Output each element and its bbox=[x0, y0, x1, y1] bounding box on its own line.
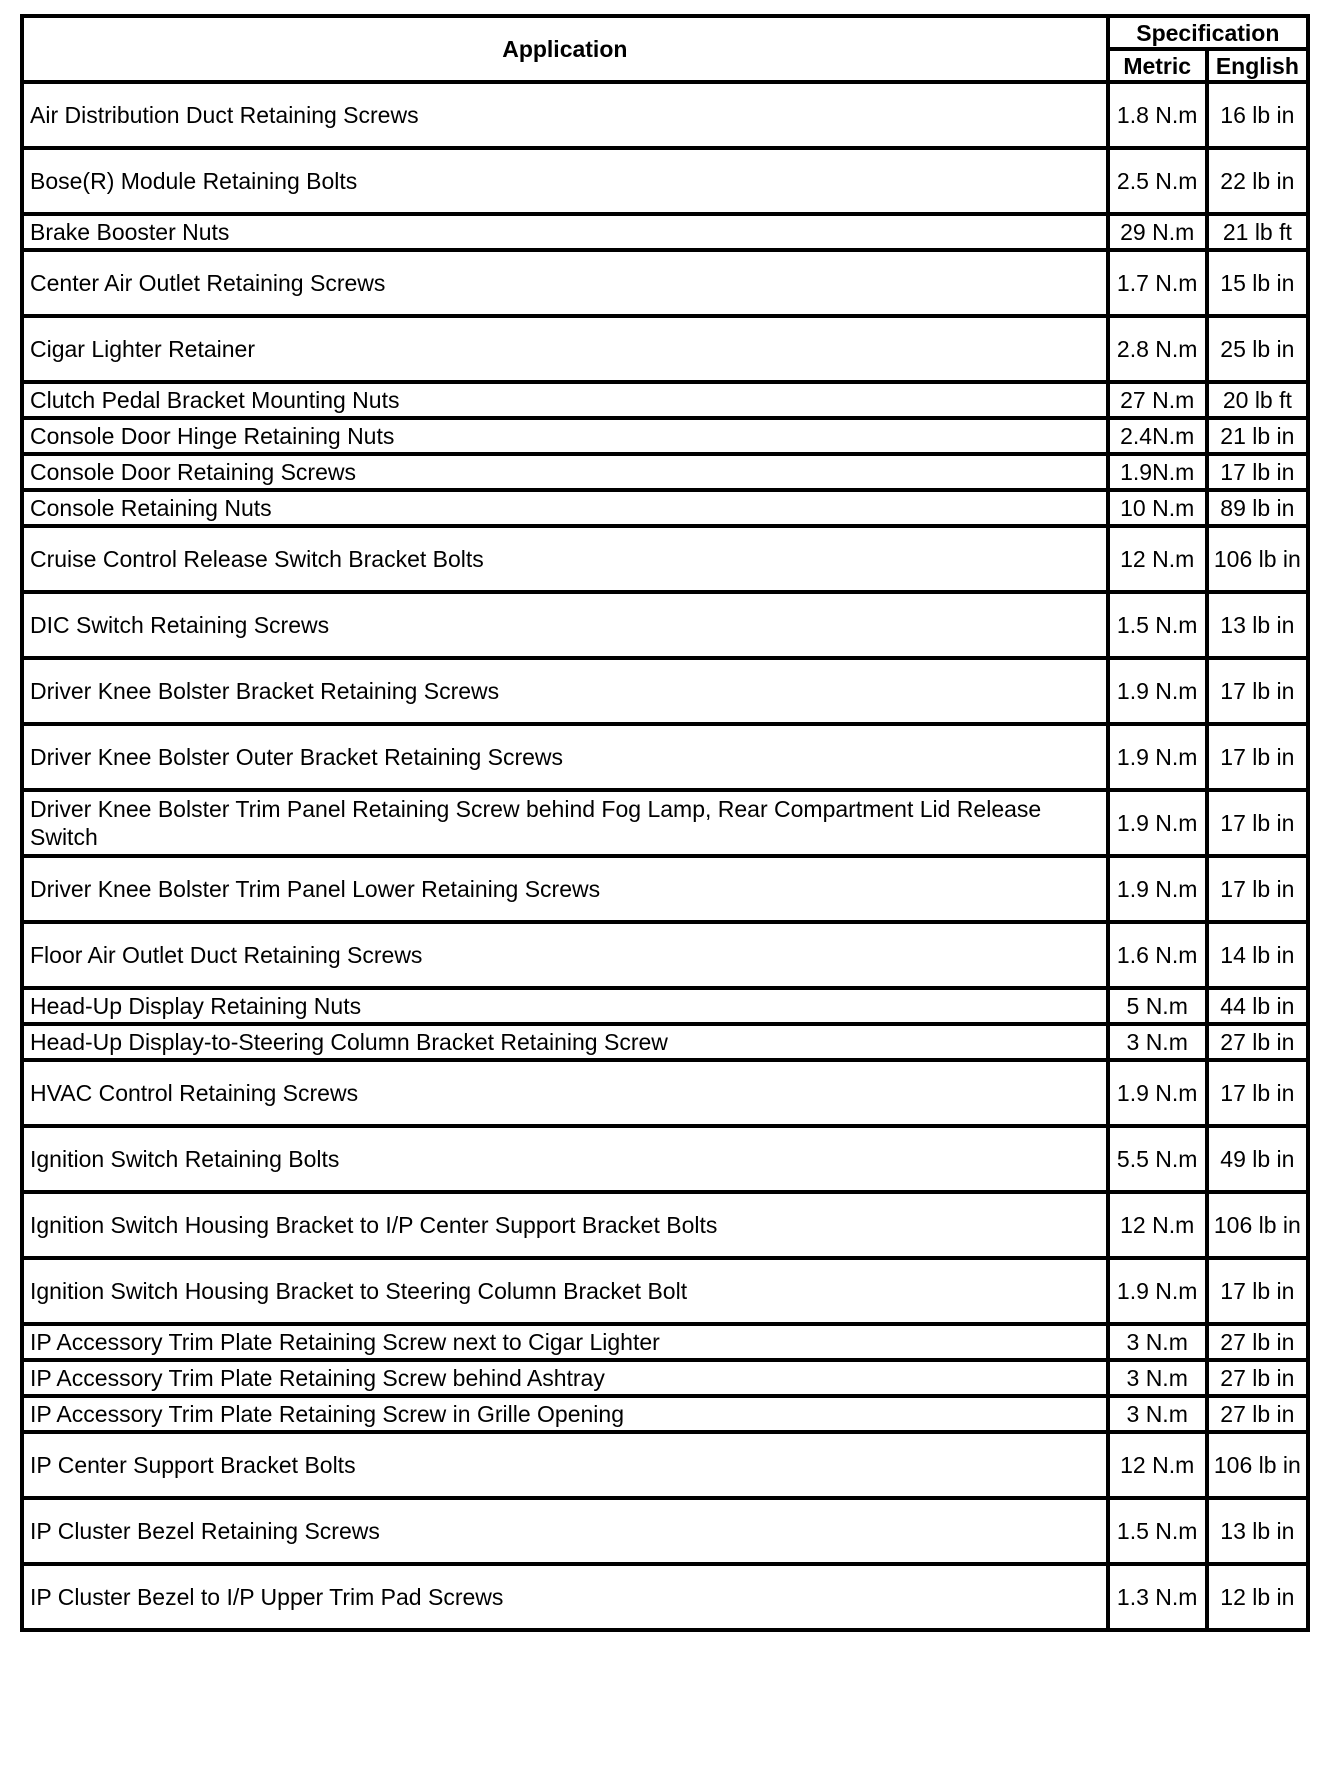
application-cell: Cruise Control Release Switch Bracket Bolts bbox=[22, 526, 1108, 592]
english-cell: 20 lb ft bbox=[1207, 382, 1308, 418]
metric-cell: 1.8 N.m bbox=[1108, 82, 1207, 148]
table-row bbox=[22, 1360, 1308, 1396]
table-row bbox=[22, 1192, 1308, 1258]
metric-cell: 3 N.m bbox=[1108, 1024, 1207, 1060]
english-cell: 17 lb in bbox=[1207, 1258, 1308, 1324]
english-cell: 12 lb in bbox=[1207, 1564, 1308, 1630]
english-cell: 16 lb in bbox=[1207, 82, 1308, 148]
table-row bbox=[22, 724, 1308, 790]
application-cell: IP Accessory Trim Plate Retaining Screw in Grille Opening bbox=[22, 1396, 1108, 1432]
table-row bbox=[22, 526, 1308, 592]
english-header: English bbox=[1207, 49, 1308, 82]
application-cell: Ignition Switch Housing Bracket to I/P Center Support Bracket Bolts bbox=[22, 1192, 1108, 1258]
table-row bbox=[22, 214, 1308, 250]
metric-cell: 27 N.m bbox=[1108, 382, 1207, 418]
metric-cell: 3 N.m bbox=[1108, 1396, 1207, 1432]
metric-cell: 1.9 N.m bbox=[1108, 1060, 1207, 1126]
table-row bbox=[22, 454, 1308, 490]
metric-cell: 5.5 N.m bbox=[1108, 1126, 1207, 1192]
english-cell: 106 lb in bbox=[1207, 526, 1308, 592]
english-cell: 21 lb ft bbox=[1207, 214, 1308, 250]
english-cell: 27 lb in bbox=[1207, 1396, 1308, 1432]
application-header: Application bbox=[22, 16, 1108, 82]
application-cell: IP Accessory Trim Plate Retaining Screw next to Cigar Lighter bbox=[22, 1324, 1108, 1360]
application-cell: Clutch Pedal Bracket Mounting Nuts bbox=[22, 382, 1108, 418]
english-cell: 17 lb in bbox=[1207, 658, 1308, 724]
application-cell: IP Cluster Bezel to I/P Upper Trim Pad Screws bbox=[22, 1564, 1108, 1630]
metric-cell: 1.6 N.m bbox=[1108, 922, 1207, 988]
english-cell: 89 lb in bbox=[1207, 490, 1308, 526]
table-row bbox=[22, 316, 1308, 382]
table-row bbox=[22, 856, 1308, 922]
application-cell: Driver Knee Bolster Trim Panel Lower Retaining Screws bbox=[22, 856, 1108, 922]
english-cell: 13 lb in bbox=[1207, 592, 1308, 658]
table-row bbox=[22, 1396, 1308, 1432]
english-cell: 27 lb in bbox=[1207, 1360, 1308, 1396]
table-row bbox=[22, 1126, 1308, 1192]
torque-spec-table bbox=[20, 14, 1310, 1632]
table-row bbox=[22, 592, 1308, 658]
english-cell: 17 lb in bbox=[1207, 724, 1308, 790]
application-cell: Ignition Switch Housing Bracket to Steering Column Bracket Bolt bbox=[22, 1258, 1108, 1324]
metric-cell: 2.8 N.m bbox=[1108, 316, 1207, 382]
application-cell: Head-Up Display-to-Steering Column Bracket Retaining Screw bbox=[22, 1024, 1108, 1060]
metric-cell: 12 N.m bbox=[1108, 526, 1207, 592]
table-row bbox=[22, 1498, 1308, 1564]
application-cell: Bose(R) Module Retaining Bolts bbox=[22, 148, 1108, 214]
english-cell: 17 lb in bbox=[1207, 454, 1308, 490]
application-cell: Brake Booster Nuts bbox=[22, 214, 1108, 250]
application-cell: IP Center Support Bracket Bolts bbox=[22, 1432, 1108, 1498]
english-cell: 21 lb in bbox=[1207, 418, 1308, 454]
table-row bbox=[22, 148, 1308, 214]
english-cell: 22 lb in bbox=[1207, 148, 1308, 214]
english-cell: 27 lb in bbox=[1207, 1324, 1308, 1360]
metric-cell: 1.9 N.m bbox=[1108, 856, 1207, 922]
metric-cell: 1.5 N.m bbox=[1108, 592, 1207, 658]
metric-cell: 29 N.m bbox=[1108, 214, 1207, 250]
table-row bbox=[22, 82, 1308, 148]
application-cell: Cigar Lighter Retainer bbox=[22, 316, 1108, 382]
english-cell: 25 lb in bbox=[1207, 316, 1308, 382]
english-cell: 44 lb in bbox=[1207, 988, 1308, 1024]
application-cell: Console Door Retaining Screws bbox=[22, 454, 1108, 490]
english-cell: 13 lb in bbox=[1207, 1498, 1308, 1564]
application-cell: IP Accessory Trim Plate Retaining Screw behind Ashtray bbox=[22, 1360, 1108, 1396]
metric-cell: 1.9 N.m bbox=[1108, 1258, 1207, 1324]
english-cell: 106 lb in bbox=[1207, 1192, 1308, 1258]
table-row bbox=[22, 250, 1308, 316]
metric-cell: 2.5 N.m bbox=[1108, 148, 1207, 214]
metric-cell: 3 N.m bbox=[1108, 1324, 1207, 1360]
english-cell: 15 lb in bbox=[1207, 250, 1308, 316]
specification-header: Specification bbox=[1108, 16, 1308, 49]
application-cell: Air Distribution Duct Retaining Screws bbox=[22, 82, 1108, 148]
metric-cell: 1.3 N.m bbox=[1108, 1564, 1207, 1630]
english-cell: 17 lb in bbox=[1207, 790, 1308, 856]
metric-cell: 1.7 N.m bbox=[1108, 250, 1207, 316]
table-row bbox=[22, 1324, 1308, 1360]
application-cell: Head-Up Display Retaining Nuts bbox=[22, 988, 1108, 1024]
metric-cell: 3 N.m bbox=[1108, 1360, 1207, 1396]
metric-cell: 1.9 N.m bbox=[1108, 724, 1207, 790]
english-cell: 27 lb in bbox=[1207, 1024, 1308, 1060]
application-cell: Driver Knee Bolster Trim Panel Retaining Screw behind Fog Lamp, Rear Compartment Lid Release Switch bbox=[22, 790, 1108, 856]
table-row bbox=[22, 1024, 1308, 1060]
table-row bbox=[22, 988, 1308, 1024]
table-row bbox=[22, 922, 1308, 988]
metric-cell: 12 N.m bbox=[1108, 1432, 1207, 1498]
metric-cell: 1.5 N.m bbox=[1108, 1498, 1207, 1564]
english-cell: 17 lb in bbox=[1207, 1060, 1308, 1126]
metric-cell: 2.4N.m bbox=[1108, 418, 1207, 454]
table-row bbox=[22, 1432, 1308, 1498]
english-cell: 49 lb in bbox=[1207, 1126, 1308, 1192]
application-cell: Center Air Outlet Retaining Screws bbox=[22, 250, 1108, 316]
table-row bbox=[22, 658, 1308, 724]
metric-cell: 5 N.m bbox=[1108, 988, 1207, 1024]
application-cell: DIC Switch Retaining Screws bbox=[22, 592, 1108, 658]
application-cell: Ignition Switch Retaining Bolts bbox=[22, 1126, 1108, 1192]
english-cell: 14 lb in bbox=[1207, 922, 1308, 988]
table-body bbox=[22, 82, 1308, 1630]
application-cell: Driver Knee Bolster Bracket Retaining Screws bbox=[22, 658, 1108, 724]
metric-cell: 1.9 N.m bbox=[1108, 658, 1207, 724]
table-row bbox=[22, 418, 1308, 454]
table-row bbox=[22, 1564, 1308, 1630]
application-cell: Driver Knee Bolster Outer Bracket Retaining Screws bbox=[22, 724, 1108, 790]
application-cell: Floor Air Outlet Duct Retaining Screws bbox=[22, 922, 1108, 988]
metric-header: Metric bbox=[1108, 49, 1207, 82]
metric-cell: 1.9N.m bbox=[1108, 454, 1207, 490]
metric-cell: 10 N.m bbox=[1108, 490, 1207, 526]
table-row bbox=[22, 1060, 1308, 1126]
table-row bbox=[22, 382, 1308, 418]
application-cell: HVAC Control Retaining Screws bbox=[22, 1060, 1108, 1126]
application-cell: Console Door Hinge Retaining Nuts bbox=[22, 418, 1108, 454]
metric-cell: 1.9 N.m bbox=[1108, 790, 1207, 856]
application-cell: IP Cluster Bezel Retaining Screws bbox=[22, 1498, 1108, 1564]
metric-cell: 12 N.m bbox=[1108, 1192, 1207, 1258]
table-row bbox=[22, 1258, 1308, 1324]
table-row bbox=[22, 490, 1308, 526]
english-cell: 17 lb in bbox=[1207, 856, 1308, 922]
application-cell: Console Retaining Nuts bbox=[22, 490, 1108, 526]
english-cell: 106 lb in bbox=[1207, 1432, 1308, 1498]
table-row bbox=[22, 790, 1308, 856]
